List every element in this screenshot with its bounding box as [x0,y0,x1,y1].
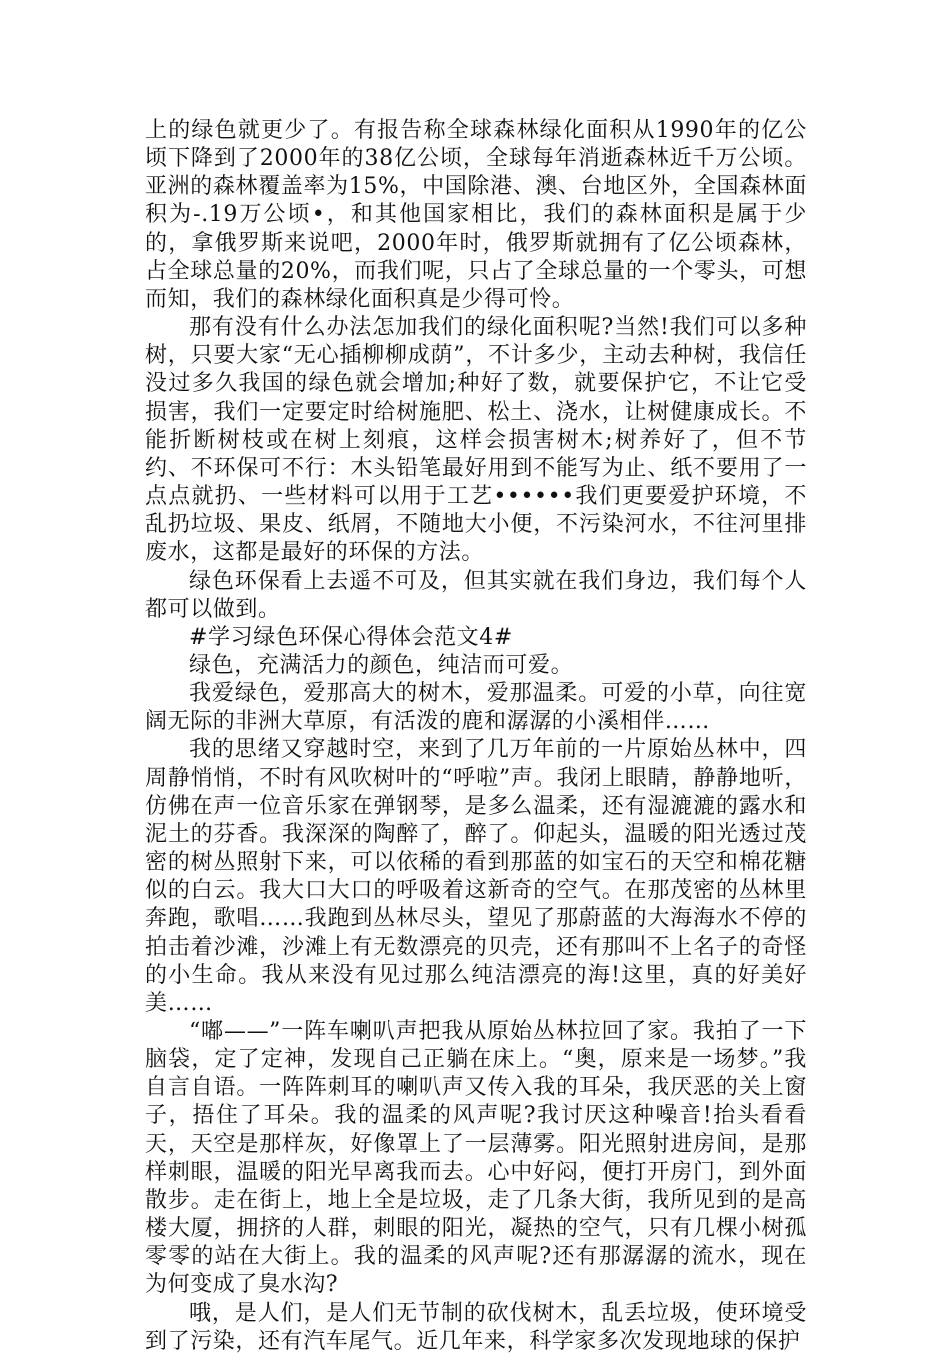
document-body [145,117,807,1356]
paragraph-5: 绿色，充满活力的颜色，纯洁而可爱。 [189,652,574,678]
paragraph-7: 我的思绪又穿越时空，来到了几万年前的一片原始丛林中，四周静悄悄，不时有风吹树叶的“呼啦”声。我闭上眼睛，静静地听，仿佛在声一位音乐家在弹钢琴，是多么温柔，还有湿漉漉的露水和泥土的芬香。我深深的陶醉了，醉了。仰起头，温暖的阳光透过茂密的树丛照射下来，可以依稀的看到那蓝的如宝石的天空和棉花糖似的白云。我大口大口的呼吸着这新奇的空气。在那茂密的丛林里奔跑，歌唱……我跑到丛林尽头，望见了那蔚蓝的大海海水不停的拍击着沙滩，沙滩上有无数漂亮的贝壳，还有那叫不上名子的奇怪的小生命。我从来没有见过那么纯洁漂亮的海!这里，真的好美好美…… [145,737,807,1016]
paragraph-2: 那有没有什么办法怎加我们的绿化面积呢?当然!我们可以多种树，只要大家“无心插柳柳成荫”，不计多少，主动去种树，我信任没过多久我国的绿色就会增加;种好了数，就要保护它，不让它受损害，我们一定要定时给树施肥、松土、浇水，让树健康成长。不能折断树枝或在树上刻痕，这样会损害树木;树养好了，但不节约、不环保可不行：木头铅笔最好用到不能写为止、纸不要用了一点点就扔、一些材料可以用于工艺••••••我们更要爱护环境，不乱扔垃圾、果皮、纸屑，不随地大小便，不污染河水，不往河里排废水，这都是最好的环保的方法。 [145,315,807,566]
section-heading: #学习绿色环保心得体会范文4# [189,624,513,650]
paragraph-1: 上的绿色就更少了。有报告称全球森林绿化面积从1990年的亿公顷下降到了2000年的38亿公顷，全球每年消逝森林近千万公顷。亚洲的森林覆盖率为15%，中国除港、澳、台地区外，全国森林面积为-.19万公顷•，和其他国家相比，我们的森林面积是属于少的，拿俄罗斯来说吧，2000年时，俄罗斯就拥有了亿公顷森林，占全球总量的20%，而我们呢，只占了全球总量的一个零头，可想而知，我们的森林绿化面积真是少得可怜。 [145,118,807,312]
paragraph-3: 绿色环保看上去遥不可及，但其实就在我们身边，我们每个人都可以做到。 [145,568,807,622]
paragraph-6: 我爱绿色，爱那高大的树木，爱那温柔。可爱的小草，向往宽阔无际的非洲大草原，有活泼的鹿和潺潺的小溪相伴…… [145,681,807,735]
paragraph-9: 哦，是人们，是人们无节制的砍伐树木，乱丢垃圾，使环境受到了污染，还有汽车尾气。近几年来，科学家多次发现地球的保护 [145,1300,807,1354]
paragraph-8: “嘟——”一阵车喇叭声把我从原始丛林拉回了家。我拍了一下脑袋，定了定神，发现自己正躺在床上。“奥，原来是一场梦。”我自言自语。一阵阵刺耳的喇叭声又传入我的耳朵，我厌恶的关上窗子，捂住了耳朵。我的温柔的风声呢?我讨厌这种噪音!抬头看看天，天空是那样灰，好像罩上了一层薄雾。阳光照射进房间，是那样刺眼，温暖的阳光早离我而去。心中好闷，便打开房门，到外面散步。走在街上，地上全是垃圾，走了几条大街，我所见到的是高楼大厦，拥挤的人群，刺眼的阳光，凝热的空气，只有几棵小树孤零零的站在大街上。我的温柔的风声呢?还有那潺潺的流水，现在为何变成了臭水沟? [145,1019,807,1298]
